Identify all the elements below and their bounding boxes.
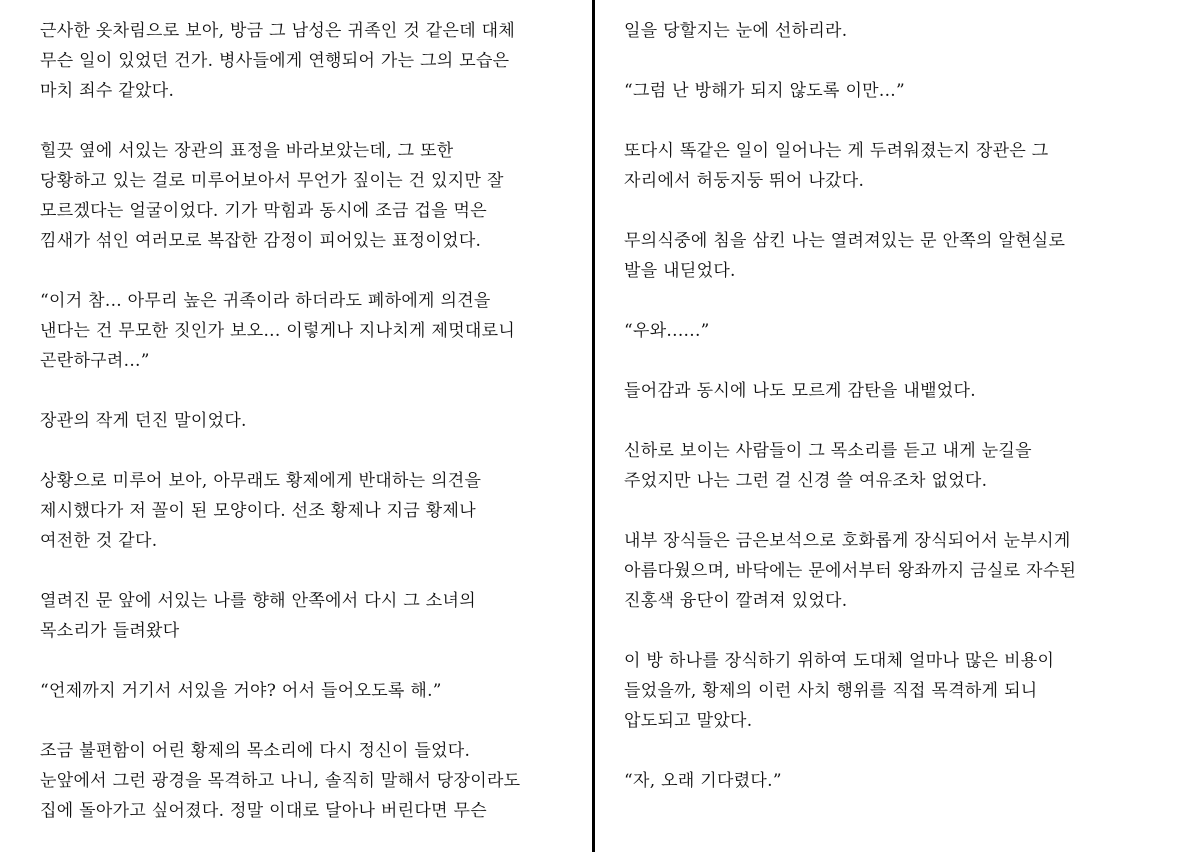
- text-line: “언제까지 거기서 서있을 거야? 어서 들어오도록 해.”: [40, 681, 442, 701]
- paragraph: [624, 436, 1169, 496]
- text-line: 내부 장식들은 금은보석으로 호화롭게 장식되어서 눈부시게: [624, 531, 1071, 551]
- text-line: 모르겠다는 얼굴이었다. 기가 막힘과 동시에 조금 겁을 먹은: [40, 201, 487, 221]
- left-text-column: [40, 16, 585, 826]
- text-line: 상황으로 미루어 보아, 아무래도 황제에게 반대하는 의견을: [40, 471, 482, 491]
- paragraph: [624, 226, 1169, 286]
- paragraph: [624, 136, 1169, 196]
- column-divider: [592, 0, 595, 852]
- text-line: “자, 오래 기다렸다.”: [624, 771, 782, 791]
- text-line: 장관의 작게 던진 말이었다.: [40, 411, 247, 431]
- text-line: 들었을까, 황제의 이런 사치 행위를 직접 목격하게 되니: [624, 681, 1038, 701]
- text-line: 눈앞에서 그런 광경을 목격하고 나니, 솔직히 말해서 당장이라도: [40, 771, 521, 791]
- text-line: 낸다는 건 무모한 짓인가 보오... 이렇게나 지나치게 제멋대로니: [40, 321, 516, 341]
- paragraph: [40, 286, 585, 376]
- text-line: 제시했다가 저 꼴이 된 모양이다. 선조 황제나 지금 황제나: [40, 501, 476, 521]
- text-line: 낌새가 섞인 여러모로 복잡한 감정이 피어있는 표정이었다.: [40, 231, 482, 251]
- paragraph: [624, 316, 1169, 346]
- text-line: 근사한 옷차림으로 보아, 방금 그 남성은 귀족인 것 같은데 대체: [40, 21, 516, 41]
- text-line: “그럼 난 방해가 되지 않도록 이만...”: [624, 81, 905, 101]
- paragraph: [40, 406, 585, 436]
- text-line: “우와......”: [624, 321, 710, 341]
- text-line: 무의식중에 침을 삼킨 나는 열려져있는 문 안쪽의 알현실로: [624, 231, 1066, 251]
- text-line: 당황하고 있는 걸로 미루어보아서 무언가 짚이는 건 있지만 잘: [40, 171, 504, 191]
- text-line: 일을 당할지는 눈에 선하리라.: [624, 21, 848, 41]
- text-line: 목소리가 들려왔다: [40, 621, 180, 641]
- paragraph: [624, 76, 1169, 106]
- paragraph: [40, 676, 585, 706]
- text-line: 힐끗 옆에 서있는 장관의 표정을 바라보았는데, 그 또한: [40, 141, 454, 161]
- text-line: 진홍색 융단이 깔려져 있었다.: [624, 591, 848, 611]
- paragraph: [624, 766, 1169, 796]
- text-line: 마치 죄수 같았다.: [40, 81, 175, 101]
- text-line: 아름다웠으며, 바닥에는 문에서부터 왕좌까지 금실로 자수된: [624, 561, 1077, 581]
- text-line: 곤란하구려...”: [40, 351, 150, 371]
- text-line: 신하로 보이는 사람들이 그 목소리를 듣고 내게 눈길을: [624, 441, 1032, 461]
- text-line: 집에 돌아가고 싶어졌다. 정말 이대로 달아나 버린다면 무슨: [40, 801, 487, 821]
- paragraph: [40, 466, 585, 556]
- right-text-column: [624, 16, 1169, 796]
- paragraph: [40, 16, 585, 106]
- text-line: 들어감과 동시에 나도 모르게 감탄을 내뱉었다.: [624, 381, 976, 401]
- text-line: 이 방 하나를 장식하기 위하여 도대체 얼마나 많은 비용이: [624, 651, 1055, 671]
- paragraph: [40, 736, 585, 826]
- paragraph: [40, 136, 585, 256]
- paragraph: [624, 376, 1169, 406]
- text-line: 자리에서 허둥지둥 뛰어 나갔다.: [624, 171, 865, 191]
- paragraph: [624, 16, 1169, 46]
- text-line: 조금 불편함이 어린 황제의 목소리에 다시 정신이 들었다.: [40, 741, 471, 761]
- paragraph: [624, 646, 1169, 736]
- text-line: “이거 참... 아무리 높은 귀족이라 하더라도 폐하에게 의견을: [40, 291, 491, 311]
- text-line: 압도되고 말았다.: [624, 711, 753, 731]
- text-line: 주었지만 나는 그런 걸 신경 쓸 여유조차 없었다.: [624, 471, 988, 491]
- text-line: 무슨 일이 있었던 건가. 병사들에게 연행되어 가는 그의 모습은: [40, 51, 510, 71]
- paragraph: [624, 526, 1169, 616]
- text-line: 여전한 것 같다.: [40, 531, 158, 551]
- text-line: 발을 내딛었다.: [624, 261, 736, 281]
- text-line: 열려진 문 앞에 서있는 나를 향해 안쪽에서 다시 그 소녀의: [40, 591, 476, 611]
- paragraph: [40, 586, 585, 646]
- text-line: 또다시 똑같은 일이 일어나는 게 두려워졌는지 장관은 그: [624, 141, 1049, 161]
